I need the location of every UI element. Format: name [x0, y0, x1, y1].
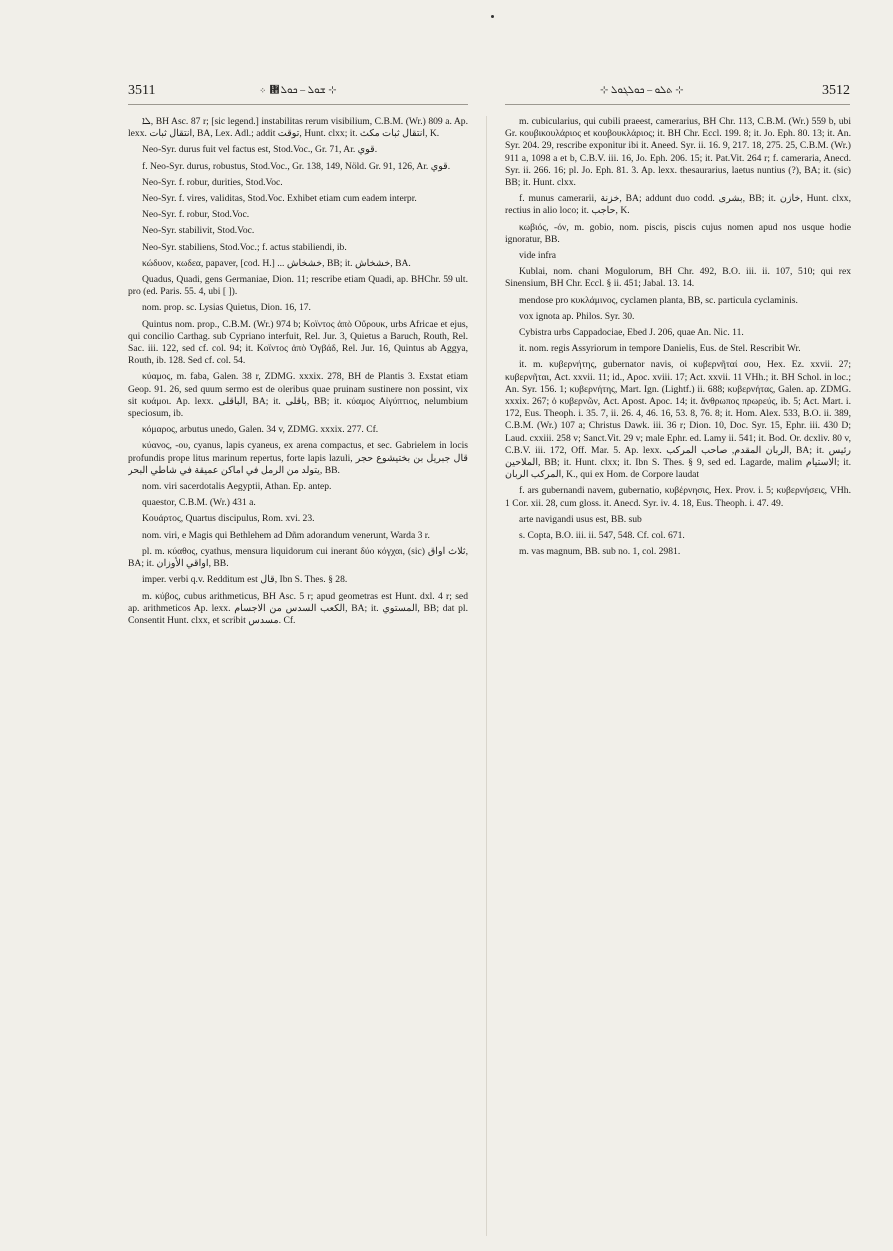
right-column [505, 116, 851, 1241]
right-page-number: 3512 [822, 83, 850, 98]
header-rule-left [128, 104, 468, 105]
left-column [128, 116, 468, 1241]
column-divider [486, 116, 487, 1236]
left-page-number: 3511 [128, 83, 156, 98]
dictionary-entry: nom. viri sacerdotalis Aegyptii, Athan. Ep. antep. [142, 481, 332, 493]
dictionary-entry: s. Copta, B.O. iii. ii. 547, 548. Cf. col. 671. [519, 530, 685, 542]
dictionary-entry: κωβιός, -όν, m. gobio, nom. piscis, piscis cujus nomen apud nos usque hodie ignoratur, BB. [505, 221, 851, 245]
dictionary-entry: f. ars gubernandi navem, gubernatio, κυβέρνησις, Hex. Prov. i. 5; κυβερνήσεις, VHh. 1 Cor. xii. 28, cum gloss. it. Anecd. Syr. iv. 4. 18, Eus. Theoph. i. 47. 49. [505, 485, 851, 509]
dictionary-entry: Neo-Syr. f. robur, durities, Stod.Voc. [142, 176, 283, 188]
dictionary-entry: Neo-Syr. durus fuit vel factus est, Stod.Voc., Gr. 71, Ar. قوي. [142, 144, 378, 156]
dictionary-entry: Neo-Syr. stabilivit, Stod.Voc. [142, 225, 255, 237]
header-rule-right [505, 104, 850, 105]
dictionary-entry: vox ignota ap. Philos. Syr. 30. [519, 310, 635, 322]
dictionary-entry: κύαμος, m. faba, Galen. 38 r, ZDMG. xxxix. 278, BH de Plantis 3. Exstat etiam Geop. 91. 26, sed quum sermo est de oleribus quae pruinam sustinere non possint, vix sit κυάμοι. Ap. lexx. الباقلى, BA; it. باقلى, BB; it. κύαμος Αἰγύπτιος, nelumbium speciosum, ib. [128, 371, 468, 420]
dictionary-entry: pl. m. κύαθος, cyathus, mensura liquidorum cui inerant δύο κόγχαι, (sic) ثلاث اواق, BA; it. اواقي الأوزان, BB. [128, 545, 468, 570]
left-running-title: ⊹ ᜘ܫܘܠ – ܟܘܠ ⊹ [260, 85, 337, 96]
right-running-title: ⊹ ܬܠܘ – ܟܘܠܓܘܠ ⊹ [600, 85, 684, 96]
dictionary-entry: κύανος, -ου, cyanus, lapis cyaneus, ex arena compactus, et sec. Gabrielem in locis profundis prope litus marinum repertus, forte lapis lazuli, قال جبريل بن بختيشوع حجر يتولد من الرمل في اماكن عميقة في شاطي البحر, BB. [128, 440, 468, 476]
dictionary-entry: f. munus camerarii, خزنة, BA; addunt duo codd. بشرى, BB; it. خازن, Hunt. clxx, rectius in alio loco; it. حاجب, K. [505, 193, 851, 217]
dictionary-entry: κώδυον, κωδεα, papaver, [cod. H.] ... خشخاش, BB; it. خشخاش, BA. [142, 257, 411, 269]
dictionary-entry: Neo-Syr. f. robur, Stod.Voc. [142, 209, 250, 221]
dictionary-entry: mendose pro κυκλάμινος, cyclamen planta, BB, sc. particula cyclaminis. [519, 294, 798, 306]
dictionary-entry: it. nom. regis Assyriorum in tempore Danielis, Eus. de Stel. Rescribit Wr. [519, 343, 801, 355]
dictionary-entry: arte navigandi usus est, BB. sub [519, 513, 642, 525]
dictionary-entry: nom. viri, e Magis qui Bethlehem ad Dñm adorandum venerunt, Warda 3 r. [142, 529, 430, 541]
dictionary-entry: Kublai, nom. chani Mogulorum, BH Chr. 492, B.O. iii. ii. 107, 510; qui rex Sinensium, BH Chr. Eccl. § ii. 451; Jabal. 13. 14. [505, 266, 851, 290]
dictionary-entry: m. vas magnum, BB. sub no. 1, col. 2981. [519, 546, 681, 558]
dictionary-entry: Neo-Syr. stabiliens, Stod.Voc.; f. actus stabiliendi, ib. [142, 241, 347, 253]
dictionary-entry: Quintus nom. prop., C.B.M. (Wr.) 974 b; Κοϊντος ἀπὸ Οὔρουκ, urbs Africae et ejus, qui concilio Carthag. sub Cypriano interfuit, Rel. Jur. 3, Quietus a Baruch, Routh, Rel. Sac. iii. 122, sed cf. col. 94; it. Κοϊντος ἀπὸ Ὀγβάδ, Rel. Jur. 16, Quintus ab Aggya, Routh, ib. 128. Sed cf. col. 54. [128, 318, 468, 367]
dictionary-entry: ܠܐ, BH Asc. 87 r; [sic legend.] instabilitas rerum visibilium, C.B.M. (Wr.) 809 a. Ap. lexx. انتقال ثبات, BA, Lex. Adl.; addit توقت, Hunt. clxx; it. انتقال ثبات مكث, K. [128, 116, 468, 140]
dictionary-entry: f. Neo-Syr. durus, robustus, Stod.Voc., Gr. 138, 149, Nöld. Gr. 91, 126, Ar. قوي. [142, 160, 451, 172]
dictionary-entry: it. m. κυβερνήτης, gubernator navis, οἱ κυβερνῆταί σου, Hex. Ez. xxvii. 27; κυβερνῆται, Act. xxvii. 11; id., Apoc. xviii. 17; Act. xxvii. 11 VHh.; it. BH Schol. in loc.; An. Syr. 156. 1; κυβερνήτης, Mart. Ign. (Lightf.) ii. 688; κυβερνήτας, Galen. ap. ZDMG. xxxix. 267; ὁ κυβερνῶν, Act. Apost. Apoc. 14; it. ἄνθρωπος πρωρεύς, ib. 5; Act. Mart. i. 172, Eus. Theoph. i. 35. 7, ii. 26. 4, 46. 16, 53. 8, 76. 8; it. Hom. Alex. 533, B.O. ii. 389, C.B.M. (Wr.) 107 a; Christus Dawk. iii. 36 r; Dion. 10, Doc. Syr. 15, Ephr. iii. 430 D; Laud. cxxiii. 258 v; Sanct.Vit. 29 v; male Ephr. ed. Lamy ii. 541; it. Bod. Or. dcxliv. 80 v, C.B.V. iii. 172, Off. Mar. 5. Ap. lexx. الربان المقدم, صاحب المركب, BA; it. رئيس الملاحين, BB; it. Hunt. clxx; it. Ibn S. Thes. § 9, sed ed. Lagarde, malim الاستيام; it. المركب الربان, K., qui ex Hom. de Corpore laudat [505, 359, 851, 481]
page-speck [491, 15, 494, 18]
dictionary-entry: κόμαρος, arbutus unedo, Galen. 34 v, ZDMG. xxxix. 277. Cf. [142, 424, 379, 436]
dictionary-entry: nom. prop. sc. Lysias Quietus, Dion. 16, 17. [142, 302, 311, 314]
dictionary-entry: quaestor, C.B.M. (Wr.) 431 a. [142, 497, 256, 509]
dictionary-entry: m. κύβος, cubus arithmeticus, BH Asc. 5 r; apud geometras est Hunt. dxl. 4 r; sed ap. arithmeticos Ap. lexx. الكعب السدس من الاجسام, BA; it. المستوي, BB; dat pl. Consentit Hunt. clxx, et scribit مسدس. Cf. [128, 590, 468, 626]
dictionary-entry: m. cubicularius, qui cubili praeest, camerarius, BH Chr. 113, C.B.M. (Wr.) 559 b, ubi Gr. κουβικουλάριος et κουβουκλάριος; it. BH Chr. Eccl. 199. 8; it. Jo. Eph. 80. 13; it. An. Syr. 204. 29, rescribe exponitur ibi it. Aneed. Syr. ii. 16. 9, 217. 18, 275. 25, C.B.M. (Wr.) 911 a, 1098 a et b, C.B.V. iii. 16, Jo. Eph. 206. 15; it. Pat.Vit. 264 r; f. cameraria, Anecd. Syr. ii. 266. 16; pl. Jo. Eph. 81. 3. Ap. lexx. thesaurarius, laetus nuntius (?), BA; it. (sic) BB; it. Hunt. clxx. [505, 116, 851, 189]
dictionary-entry: Cybistra urbs Cappadociae, Ebed J. 206, quae An. Nic. 11. [519, 327, 744, 339]
dictionary-entry: imper. verbi q.v. Redditum est قال, Ibn S. Thes. § 28. [142, 574, 348, 586]
dictionary-entry: vide infra [519, 250, 557, 262]
dictionary-entry: Κουάρτος, Quartus discipulus, Rom. xvi. 23. [142, 513, 315, 525]
dictionary-entry: Neo-Syr. f. vires, validitas, Stod.Voc. Exhibet etiam cum eadem interpr. [142, 193, 417, 205]
dictionary-entry: Quadus, Quadi, gens Germaniae, Dion. 11; rescribe etiam Quadi, ap. BHChr. 59 ult. pro (ed. Paris. 55. 4, ubi [ ]). [128, 274, 468, 298]
